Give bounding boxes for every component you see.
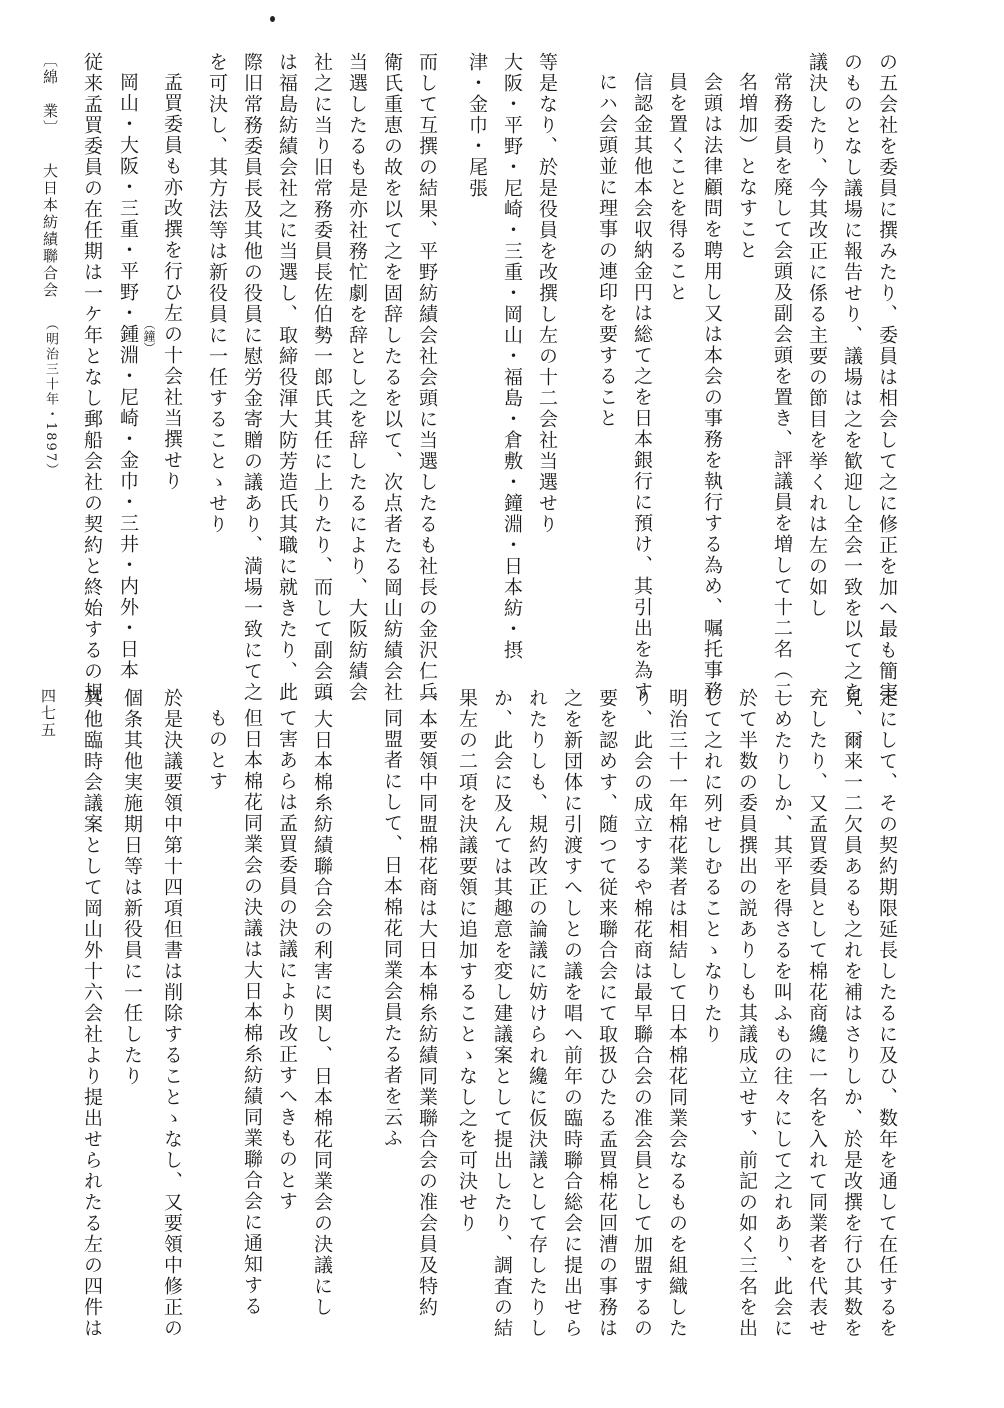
text-column: り、此会の成立するや棉花商は最早聯合会の准会員として加盟するの bbox=[631, 688, 653, 1339]
text-column: 衛氏重恵の故を以て之を固辞したるを以て、次点者たる岡山紡績会社 bbox=[381, 52, 403, 703]
era-label: （明治三十年・1897） bbox=[43, 317, 58, 479]
ruby-annotation: （鐘） bbox=[142, 318, 156, 354]
text-column: 員を置くことを得ること bbox=[666, 72, 688, 303]
text-column: のものとなし議場に報告せり、議場は之を歓迎し全会一致を以て之を bbox=[841, 52, 863, 703]
text-column: 見、爾来一二欠員あるも之れを補はさりしか、於是改撰を行ひ其数を bbox=[841, 688, 863, 1339]
text-column: 同盟者にして、日本棉花同業会員たる者を云ふ bbox=[381, 708, 403, 1149]
text-column: 岡山・大阪・三重・平野・鍾淵・尼崎・金巾・三井・内外・日本 bbox=[117, 72, 139, 681]
ink-dot bbox=[270, 16, 275, 22]
text-column: 明治三十一年棉花業者は相結して日本棉花同業会なるものを組織した bbox=[666, 688, 688, 1339]
text-column: 其他臨時会議案として岡山外十六会社より提出せられたる左の四件は bbox=[81, 688, 103, 1339]
text-column: 大阪・平野・尼崎・三重・岡山・福島・倉敷・鐘淵・日本紡・摂 bbox=[501, 52, 523, 661]
text-column: て害あらは孟買委員の決議により改正すへきものとす bbox=[276, 708, 298, 1212]
text-column: 際旧常務委員長及其他の役員に慰労金寄贈の議あり、満場一致にて之 bbox=[241, 52, 263, 703]
text-column: れたりしも、規約改正の論議に妨けられ纔に仮決議として存したりし bbox=[526, 688, 548, 1339]
text-column: の五会社を委員に撰みたり、委員は相会して之に修正を加へ最も簡実 bbox=[876, 52, 898, 703]
text-column: 津・金巾・尾張 bbox=[466, 52, 488, 199]
text-column: 議決したり、今其改正に係る主要の節目を挙くれは左の如し bbox=[806, 52, 828, 619]
running-title: 大日本紡績聯合会 bbox=[41, 163, 59, 299]
text-column: 於是決議要領中第十四項但書は削除することゝなし、又要領中修正の bbox=[161, 688, 183, 1339]
text-column: 常務委員を廃して会頭及副会頭を置き、評議員を増して十二名（二 bbox=[771, 72, 793, 702]
text-column: か、此会に及んては其趣意を変し建議案として提出したり、調査の結 bbox=[491, 688, 513, 1339]
text-column: 会頭は法律顧問を聘用し又は本会の事務を執行する為め、嘱托事務 bbox=[701, 72, 723, 702]
text-column: 孟買委員も亦改撰を行ひ左の十会社当撰せり bbox=[161, 72, 183, 492]
text-column: は福島紡績会社之に当選し、取締役渾大防芳造氏其職に就きたり、此 bbox=[276, 52, 298, 703]
text-column: 個条其他実施期日等は新役員に一任したり bbox=[121, 688, 143, 1087]
text-column: して之れに列せしむることゝなりたり bbox=[701, 688, 723, 1045]
text-column: 果左の二項を決議要領に追加することゝなし之を可決せり bbox=[456, 688, 478, 1234]
section-label: 〔綿 業〕 bbox=[41, 52, 59, 137]
text-column: 要を認めす、随つて従来聯合会にて取扱ひたる孟買棉花回漕の事務は bbox=[596, 688, 618, 1339]
text-column: 充したり、又孟買委員として棉花商纔に一名を入れて同業者を代表せ bbox=[806, 688, 828, 1339]
text-column: 当選したるも是亦社務忙劇を辞とし之を辞したるにより、大阪紡績会 bbox=[346, 52, 368, 703]
text-column: 而して互撰の結果、平野紡績会社会頭に当選したるも社長の金沢仁兵 bbox=[416, 52, 438, 703]
text-column: 等是なり、於是役員を改撰し左の十二会社当選せり bbox=[536, 52, 558, 535]
text-column: にハ会頭並に理事の連印を要すること bbox=[596, 72, 618, 429]
text-column: 社之に当り旧常務委員長佐伯勢一郎氏其任に上りたり、而して副会頭 bbox=[311, 52, 333, 703]
text-column: 一本要領中同盟棉花商は大日本棉糸紡績同業聯合会の准会員及特約 bbox=[416, 688, 438, 1318]
running-header bbox=[42, 52, 57, 478]
text-column: 但日本棉花同業会の決議は大日本棉糸紡績同業聯合会に通知する bbox=[241, 708, 263, 1317]
text-column: ものとす bbox=[206, 708, 228, 792]
text-column: 一大日本棉糸紡績聯合会の利害に関し、日本棉花同業会の決議にし bbox=[311, 688, 333, 1318]
page-number: 四七五 bbox=[39, 688, 57, 739]
text-column: を可決し、其方法等は新役員に一任することゝせり bbox=[206, 52, 228, 535]
text-column: 信認金其他本会収納金円は総て之を日本銀行に預け、其引出を為す bbox=[631, 72, 653, 702]
text-column: 名増加）となすこと bbox=[736, 72, 758, 261]
text-column: 於て半数の委員撰出の説ありしも其議成立せす、前記の如く三名を出 bbox=[736, 688, 758, 1339]
text-column: しめたりしか、其平を得さるを叫ふもの往々にして之れあり、此会に bbox=[771, 688, 793, 1339]
text-column: 定にして、その契約期限延長したるに及ひ、数年を通して在任するを bbox=[876, 688, 898, 1339]
text-column: 従来孟買委員の在任期は一ケ年となし郵船会社の契約と終始するの規 bbox=[81, 52, 103, 703]
text-column: 之を新団体に引渡すへしとの議を唱へ前年の臨時聯合総会に提出せら bbox=[561, 688, 583, 1339]
